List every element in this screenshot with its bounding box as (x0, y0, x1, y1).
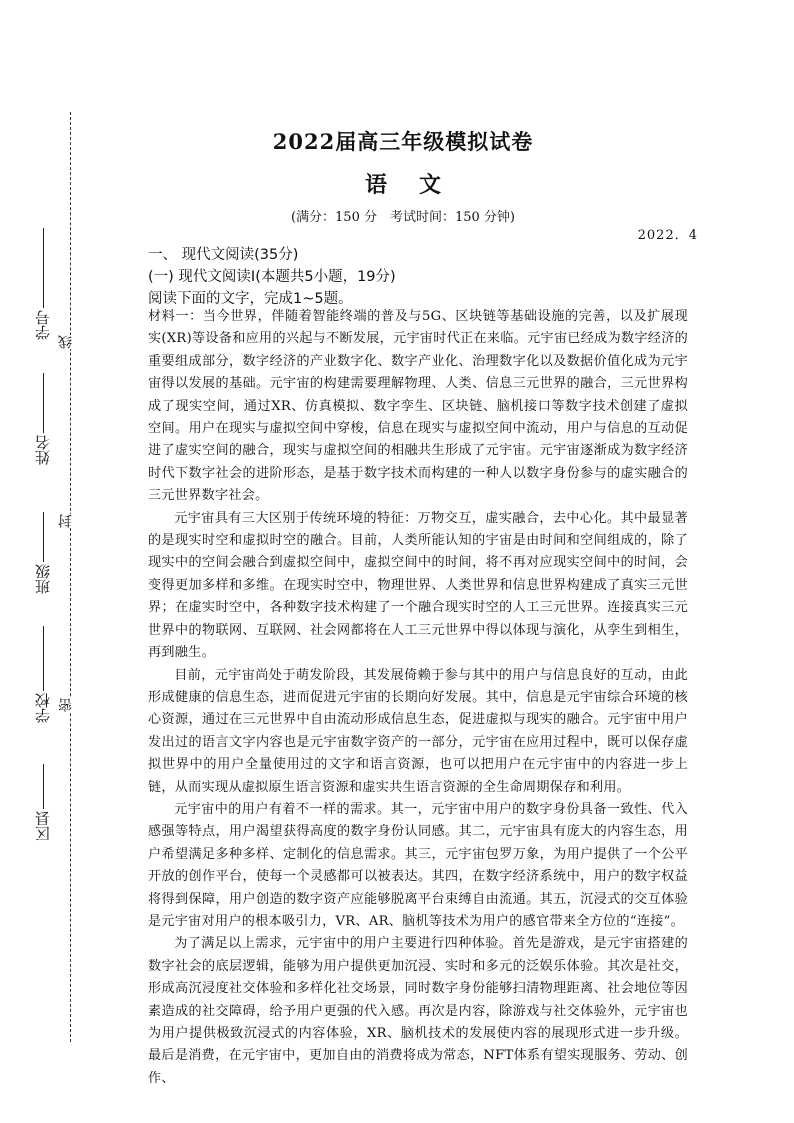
exam-title: 2022届高三年级模拟试卷 (272, 129, 534, 154)
passage-paragraph: 为了满足以上需求，元宇宙中的用户主要进行四种体验。首先是游戏，是元宇宙搭建的数字社会的底层逻辑，能够为用户提供更加沉浸、实时和多元的泛娱乐体验。其次是社交，形成高沉浸度社交体验和多样化社交场景，同时数字身份能够扫清物理距离、社会地位等因素造成的社交障碍，给予用户更强的代入感。再次是内容，除游戏与社交体验外，元宇宙也为用户提供极致沉浸式的内容体验，XR、脑机技术的发展使内容的展现形式进一步升级。最后是消费，在元宇宙中，更加自由的消费将成为常态，NFT体系有望实现服务、劳动、创作、 (148, 936, 688, 1086)
reading-instruction: 阅读下面的文字，完成1~5题。 (148, 291, 353, 307)
subsection-heading: (一) 现代文阅读Ⅰ(本题共5小题，19分) (148, 269, 396, 285)
district-label: 区县 (34, 811, 52, 841)
student-id-field[interactable] (30, 228, 56, 342)
binding-margin (0, 0, 110, 1123)
passage-paragraph: 元宇宙具有三大区别于传统环境的特征：万物交互，虚实融合，去中心化。其中最显著的是现实时空和虚拟时空的融合。目前，人类所能认知的宇宙是由时间和空间组成的，除了现实中的空间会融合到虚拟空间中，虚拟空间中的时间，将不再对应现实空间中的时间，会变得更加多样和多维。在现实时空中，物理世界、人类世界和信息世界构建成了真实三元世界；在虚实时空中，各种数字技术构建了一个融合现实时空的人工三元世界。连接真实三元世界中的物联网、互联网、社会网都将在人工三元世界中得以体现与演化，从孪生到相生，再到融生。 (148, 510, 688, 661)
name-label: 姓名 (34, 435, 52, 465)
binding-label-seal: 封 (58, 514, 82, 528)
district-field[interactable] (30, 764, 56, 843)
binding-label-secret: 密 (58, 698, 82, 712)
passage-paragraph: 元宇宙中的用户有着不一样的需求。其一，元宇宙中用户的数字身份具备一致性、代入感强等特点，用户渴望获得高度的数字身份认同感。其二，元宇宙具有庞大的内容生态，用户希望满足多种多样、定制化的信息需求。其三，元宇宙包罗万象，为用户提供了一个公平开放的创作平台，使每一个灵感都可以被表达。其四，在数字经济系统中，用户的数字权益将得到保障，用户创造的数字资产应能够脱离平台束缚自由流通。其五，沉浸式的交互体验是元宇宙对用户的根本吸引力，VR、AR、脑机等技术为用户的感官带来全方位的“连接”。 (148, 801, 688, 929)
subject-title: 语文 (364, 172, 473, 198)
exam-date: 2022．4 (637, 228, 698, 243)
section-heading: 一、 现代文阅读(35分) (148, 247, 299, 263)
reading-passage (148, 306, 688, 1090)
school-label: 学校 (34, 693, 52, 723)
passage-paragraph: 目前，元宇宙尚处于萌发阶段，其发展倚赖于参与其中的用户与信息良好的互动，由此形成健康的信息生态，进而促进元宇宙的长期向好发展。其中，信息是元宇宙综合环境的核心资源，通过在三元世界中自由流动形成信息生态，促进虚拟与现实的融合。元宇宙中用户发出过的语言文字内容也是元宇宙数字资产的一部分，元宇宙在应用过程中，既可以保存虚拟世界中的用户全量使用过的文字和语言资源，也可以把用户在元宇宙中的内容进一步上链，从而实现从虚拟原生语言资源和虚实共生语言资源的全生命周期保存和利用。 (148, 667, 688, 795)
exam-meta: (满分：150 分 考试时间：150 分钟) (290, 210, 516, 225)
binding-dashed-line (70, 112, 71, 1042)
class-field[interactable] (30, 512, 56, 596)
passage-paragraph: 材料一：当今世界，伴随着智能终端的普及与5G、区块链等基础设施的完善，以及扩展现实(XR)等设备和应用的兴起与不断发展，元宇宙时代正在来临。元宇宙已经成为数字经济的重要组成部分，数字经济的产业数字化、数字产业化、治理数字化以及数据价值化成为元宇宙得以发展的基础。元宇宙的构建需要理解物理、人类、信息三元世界的融合，三元世界构成了现实空间，通过XR、仿真模拟、数字孪生、区块链、脑机接口等数字技术创建了虚拟空间。用户在现实与虚拟空间中穿梭，信息在现实与虚拟空间中流动，用户与信息的互动促进了虚实空间的融合，现实与虚拟空间的相融共生形成了元宇宙。元宇宙逐渐成为数字经济时代下数字社会的进阶形态，是基于数字技术而构建的一种人以数字身份参与的虚实融合的三元世界数字社会。 (148, 309, 688, 504)
class-label: 班级 (34, 564, 52, 594)
binding-label-line: 线 (58, 335, 82, 349)
student-id-label: 学号 (34, 310, 52, 340)
name-field[interactable] (30, 373, 56, 467)
school-field[interactable] (30, 626, 56, 725)
